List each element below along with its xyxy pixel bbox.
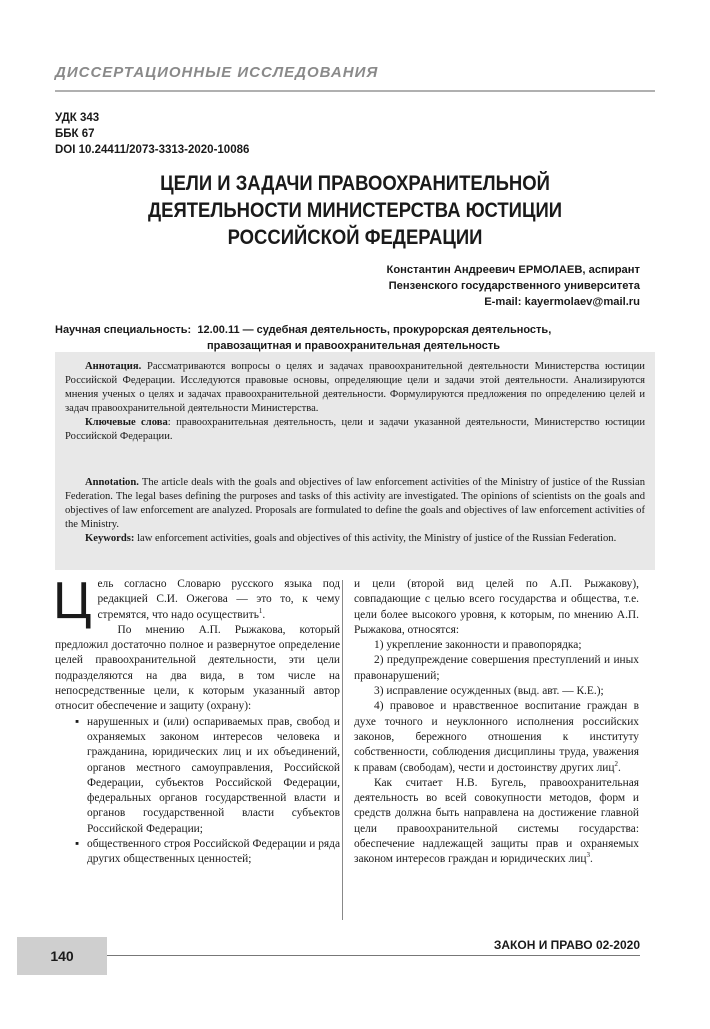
list-item: ▪ общественного строя Российской Федерации и ряда других общественных ценностей;: [75, 838, 340, 866]
abstract-box: [55, 352, 655, 570]
body-column-right: [354, 577, 639, 868]
journal-issue: ЗАКОН И ПРАВО 02-2020: [493, 938, 640, 952]
body-paragraph: и цели (второй вид целей по А.П. Рыжакову), совпадающие с целью всего государства и общества, т.е. цели более высокого уровня, к которым, по мнению А.П. Рыжакова, относятся:: [354, 578, 639, 636]
keywords-en-text: law enforcement activities, goals and objectives of this activity, the Ministry of justice of the Russian Federation.: [137, 533, 617, 544]
abstract-en-label: Annotation.: [85, 477, 139, 488]
body-column-left: [53, 572, 340, 868]
body-paragraph: По мнению А.П. Рыжакова, который предложил достаточно полное и развернутое определение целей правоохранительной деятельности, эти цели подразделяются на два вида, в том числе на непосредственные цели, к которым указанный автор относит обеспечение и защиту (охрану):: [55, 623, 340, 713]
article-identifiers: [55, 110, 249, 158]
list-item: 4) правовое и нравственное воспитание граждан в духе точного и неуклонного исполнения российских законов, бережного отношения к институту собственности, соблюдения дисциплины труда, уважения к правам (свободам), чести и достоинству других лиц$^2$.: [354, 700, 639, 774]
list-item: 2) предупреждение совершения преступлений и иных правонарушений;: [354, 654, 639, 682]
list-item: ▪ нарушенных и (или) оспариваемых прав, свобод и охраняемых законом интересов человека и гражданина, юридических лиц и их объединений, органов местного самоуправления, Российской Федерации, субъектов Российской Федерации, федеральных органов государственной власти и органов государственной власти субъектов Российской Федерации;: [75, 715, 340, 835]
title-line-1: ЦЕЛИ И ЗАДАЧИ ПРАВООХРАНИТЕЛЬНОЙ: [160, 172, 550, 195]
footer-divider: [107, 955, 640, 956]
keywords-ru-text: : правоохранительная деятельность, цели и задачи указанной деятельности, Министерство юстиции Российской Федерации.: [65, 417, 645, 442]
author-affiliation: Пензенского государственного университета: [388, 280, 640, 292]
keywords-en-label: Keywords:: [85, 533, 135, 544]
abstract-en-text: The article deals with the goals and objectives of law enforcement activities of the Ministry of justice of the Russian Federation. The legal bases defining the purposes and tasks of this activity are investigated. The opinions of scientists on the goals and objectives of law enforcement are analyzed. Proposals are formulated to define the goals and objectives of law enforcement activities of the Ministry.: [65, 477, 645, 530]
bbk-code: ББК 67: [55, 128, 95, 140]
abstract-en: [65, 476, 645, 546]
footnote-ref: 1: [258, 606, 263, 615]
section-header: ДИССЕРТАЦИОННЫЕ ИССЛЕДОВАНИЯ: [55, 64, 379, 81]
page-number: 140: [17, 937, 107, 975]
udk-code: УДК 343: [55, 112, 100, 124]
body-paragraph: ель согласно Словарю русского языка под редакцией С.И. Ожегова — это то, к чему стремятся, что надо осуществить$^1$.: [97, 578, 340, 621]
abstract-ru-label: Аннотация.: [85, 361, 142, 372]
keywords-ru-label: Ключевые слова: [85, 417, 168, 428]
article-title: [113, 170, 597, 251]
specialty-code: 12.00.11 — судебная деятельность, прокурорская деятельность,: [197, 324, 552, 336]
scientific-specialty: [55, 322, 655, 354]
specialty-label: Научная специальность:: [55, 324, 192, 336]
author-email: E-mail: kayermolaev@mail.ru: [484, 296, 640, 308]
column-divider: [342, 580, 343, 920]
author-block: [387, 262, 640, 310]
abstract-ru: [65, 360, 645, 444]
author-name: Константин Андреевич ЕРМОЛАЕВ, аспирант: [386, 264, 640, 276]
list-item: 1) укрепление законности и правопорядка;: [374, 639, 582, 652]
header-divider: [55, 90, 655, 92]
footnote-ref: 2: [614, 759, 618, 768]
abstract-ru-text: Рассматриваются вопросы о целях и задачах правоохранительной деятельности Министерства юстиции Российской Федерации. Исследуются правовые основы, определяющие цели и задачи этой деятельности. Анализируются мнения ученых о целях и задачах правоохранительной деятельности. Формулируются предложения по определению целей и задач правоохранительной деятельности Министерства.: [65, 361, 645, 414]
footnote-ref: 3: [586, 851, 590, 860]
drop-cap: Ц: [53, 572, 92, 630]
bullet-icon: ▪: [75, 838, 80, 851]
doi-code: DOI 10.24411/2073-3313-2020-10086: [55, 144, 250, 156]
bullet-icon: ▪: [75, 715, 80, 728]
list-item: 3) исправление осужденных (выд. авт. — К.Е.);: [374, 685, 604, 698]
body-paragraph: Как считает Н.В. Бугель, правоохранительная деятельность во всей совокупности методов, форм и средств должна быть направлена на достижение главной цели правоохранительной системы государства: обеспечение надлежащей защиты прав и охраняемых законом интересов граждан и юридических лиц$^3$.: [354, 776, 639, 866]
specialty-line-2: правозащитная и правоохранительная деятельность: [207, 340, 500, 352]
title-line-3: РОССИЙСКОЙ ФЕДЕРАЦИИ: [227, 226, 483, 249]
title-line-2: ДЕЯТЕЛЬНОСТИ МИНИСТЕРСТВА ЮСТИЦИИ: [147, 199, 563, 222]
